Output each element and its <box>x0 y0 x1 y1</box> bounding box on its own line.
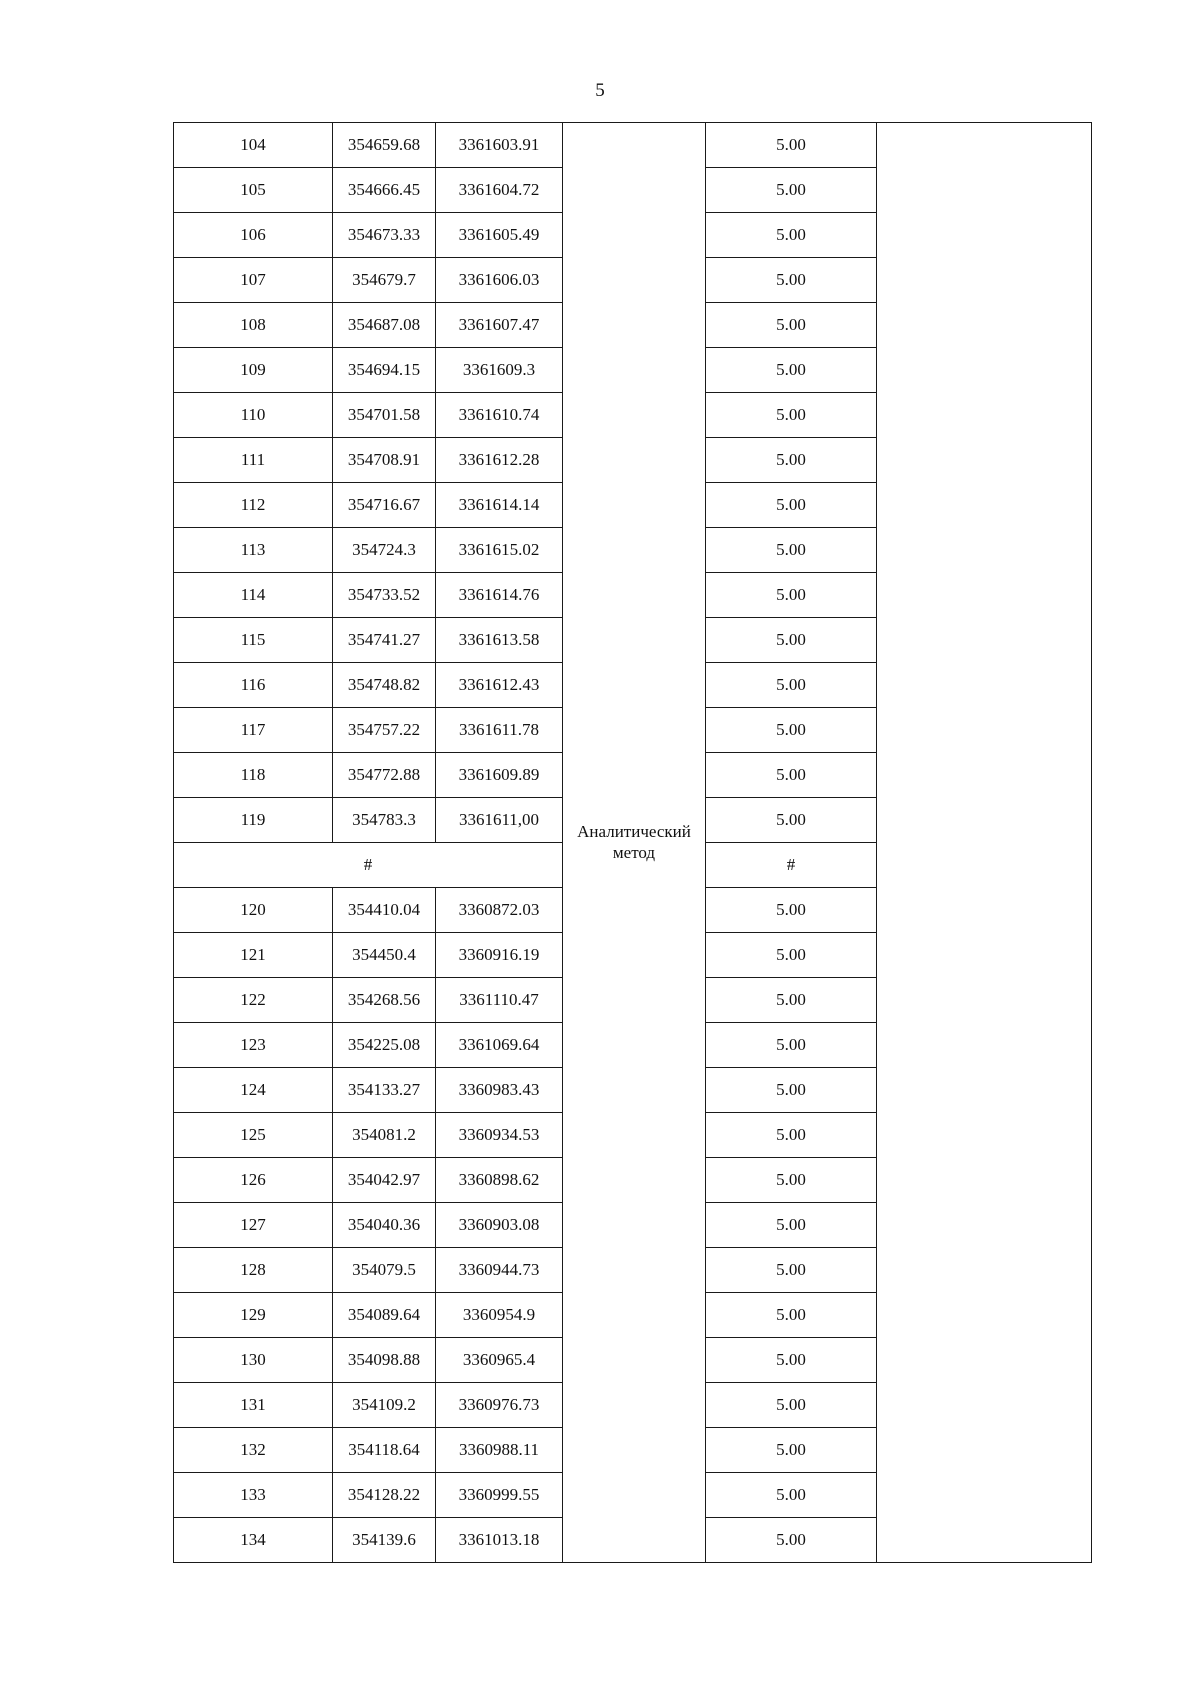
coordinate-x: 354741.27 <box>333 618 436 663</box>
empty-column <box>877 123 1092 1563</box>
accuracy-value: 5.00 <box>706 798 877 843</box>
coordinate-y: 3360934.53 <box>436 1113 563 1158</box>
coordinate-y: 3361604.72 <box>436 168 563 213</box>
coordinate-y: 3361069.64 <box>436 1023 563 1068</box>
point-number: 133 <box>174 1473 333 1518</box>
point-number: 126 <box>174 1158 333 1203</box>
coordinate-y: 3360999.55 <box>436 1473 563 1518</box>
accuracy-value: 5.00 <box>706 1203 877 1248</box>
coordinate-x: 354133.27 <box>333 1068 436 1113</box>
coordinate-x: 354679.7 <box>333 258 436 303</box>
accuracy-value: 5.00 <box>706 213 877 258</box>
point-number: 120 <box>174 888 333 933</box>
coordinate-x: 354772.88 <box>333 753 436 798</box>
coordinates-table-body <box>174 123 1092 1563</box>
accuracy-value: 5.00 <box>706 1068 877 1113</box>
coordinate-y: 3360976.73 <box>436 1383 563 1428</box>
coordinate-x: 354042.97 <box>333 1158 436 1203</box>
coordinate-x: 354783.3 <box>333 798 436 843</box>
point-number: 129 <box>174 1293 333 1338</box>
coordinate-x: 354109.2 <box>333 1383 436 1428</box>
section-break-label: # <box>174 843 563 888</box>
coordinate-y: 3360988.11 <box>436 1428 563 1473</box>
coordinate-y: 3360954.9 <box>436 1293 563 1338</box>
accuracy-value: 5.00 <box>706 123 877 168</box>
point-number: 121 <box>174 933 333 978</box>
accuracy-value: 5.00 <box>706 1428 877 1473</box>
coordinate-y: 3360983.43 <box>436 1068 563 1113</box>
coordinate-y: 3360965.4 <box>436 1338 563 1383</box>
coordinate-x: 354694.15 <box>333 348 436 393</box>
coordinate-x: 354040.36 <box>333 1203 436 1248</box>
coordinate-y: 3361611.78 <box>436 708 563 753</box>
accuracy-value: 5.00 <box>706 393 877 438</box>
point-number: 132 <box>174 1428 333 1473</box>
coordinate-y: 3361614.14 <box>436 483 563 528</box>
point-number: 115 <box>174 618 333 663</box>
coordinate-x: 354118.64 <box>333 1428 436 1473</box>
accuracy-value: 5.00 <box>706 1293 877 1338</box>
accuracy-value: 5.00 <box>706 168 877 213</box>
coordinate-y: 3361013.18 <box>436 1518 563 1563</box>
coordinate-y: 3360898.62 <box>436 1158 563 1203</box>
point-number: 134 <box>174 1518 333 1563</box>
accuracy-value: 5.00 <box>706 618 877 663</box>
point-number: 112 <box>174 483 333 528</box>
accuracy-value: 5.00 <box>706 258 877 303</box>
accuracy-value: 5.00 <box>706 1248 877 1293</box>
coordinate-y: 3361614.76 <box>436 573 563 618</box>
point-number: 113 <box>174 528 333 573</box>
coordinate-x: 354659.68 <box>333 123 436 168</box>
coordinate-y: 3360916.19 <box>436 933 563 978</box>
coordinate-y: 3360872.03 <box>436 888 563 933</box>
section-break-value: # <box>706 843 877 888</box>
coordinate-x: 354724.3 <box>333 528 436 573</box>
coordinate-x: 354450.4 <box>333 933 436 978</box>
point-number: 106 <box>174 213 333 258</box>
accuracy-value: 5.00 <box>706 663 877 708</box>
coordinate-x: 354757.22 <box>333 708 436 753</box>
point-number: 116 <box>174 663 333 708</box>
coordinate-y: 3361110.47 <box>436 978 563 1023</box>
accuracy-value: 5.00 <box>706 888 877 933</box>
coordinate-y: 3361603.91 <box>436 123 563 168</box>
table-row <box>174 123 1092 168</box>
accuracy-value: 5.00 <box>706 1473 877 1518</box>
coordinate-y: 3361612.28 <box>436 438 563 483</box>
point-number: 110 <box>174 393 333 438</box>
coordinate-x: 354708.91 <box>333 438 436 483</box>
coordinates-table <box>173 122 1092 1563</box>
coordinate-x: 354139.6 <box>333 1518 436 1563</box>
coordinate-y: 3360944.73 <box>436 1248 563 1293</box>
coordinate-x: 354687.08 <box>333 303 436 348</box>
accuracy-value: 5.00 <box>706 438 877 483</box>
page-number: 5 <box>595 80 605 101</box>
accuracy-value: 5.00 <box>706 1113 877 1158</box>
point-number: 122 <box>174 978 333 1023</box>
point-number: 104 <box>174 123 333 168</box>
point-number: 119 <box>174 798 333 843</box>
accuracy-value: 5.00 <box>706 303 877 348</box>
coordinate-x: 354225.08 <box>333 1023 436 1068</box>
point-number: 117 <box>174 708 333 753</box>
coordinate-y: 3361607.47 <box>436 303 563 348</box>
accuracy-value: 5.00 <box>706 1023 877 1068</box>
coordinate-x: 354410.04 <box>333 888 436 933</box>
point-number: 109 <box>174 348 333 393</box>
method-cell: Аналитический метод <box>563 123 706 1563</box>
point-number: 125 <box>174 1113 333 1158</box>
point-number: 123 <box>174 1023 333 1068</box>
coordinate-x: 354128.22 <box>333 1473 436 1518</box>
point-number: 130 <box>174 1338 333 1383</box>
coordinate-x: 354748.82 <box>333 663 436 708</box>
accuracy-value: 5.00 <box>706 1383 877 1428</box>
accuracy-value: 5.00 <box>706 1158 877 1203</box>
point-number: 108 <box>174 303 333 348</box>
coordinate-y: 3360903.08 <box>436 1203 563 1248</box>
coordinate-x: 354673.33 <box>333 213 436 258</box>
point-number: 128 <box>174 1248 333 1293</box>
point-number: 107 <box>174 258 333 303</box>
coordinate-x: 354666.45 <box>333 168 436 213</box>
accuracy-value: 5.00 <box>706 483 877 528</box>
coordinate-x: 354268.56 <box>333 978 436 1023</box>
accuracy-value: 5.00 <box>706 708 877 753</box>
coordinate-x: 354701.58 <box>333 393 436 438</box>
coordinate-x: 354081.2 <box>333 1113 436 1158</box>
point-number: 131 <box>174 1383 333 1428</box>
coordinate-y: 3361611,00 <box>436 798 563 843</box>
coordinate-x: 354733.52 <box>333 573 436 618</box>
coordinate-y: 3361613.58 <box>436 618 563 663</box>
coordinate-y: 3361609.3 <box>436 348 563 393</box>
accuracy-value: 5.00 <box>706 978 877 1023</box>
coordinate-x: 354089.64 <box>333 1293 436 1338</box>
point-number: 118 <box>174 753 333 798</box>
accuracy-value: 5.00 <box>706 753 877 798</box>
point-number: 127 <box>174 1203 333 1248</box>
coordinate-y: 3361615.02 <box>436 528 563 573</box>
accuracy-value: 5.00 <box>706 1518 877 1563</box>
coordinate-x: 354716.67 <box>333 483 436 528</box>
coordinate-x: 354079.5 <box>333 1248 436 1293</box>
accuracy-value: 5.00 <box>706 528 877 573</box>
coordinate-y: 3361606.03 <box>436 258 563 303</box>
point-number: 105 <box>174 168 333 213</box>
accuracy-value: 5.00 <box>706 933 877 978</box>
accuracy-value: 5.00 <box>706 1338 877 1383</box>
accuracy-value: 5.00 <box>706 573 877 618</box>
coordinate-x: 354098.88 <box>333 1338 436 1383</box>
point-number: 124 <box>174 1068 333 1113</box>
coordinate-y: 3361605.49 <box>436 213 563 258</box>
point-number: 114 <box>174 573 333 618</box>
coordinate-y: 3361612.43 <box>436 663 563 708</box>
coordinate-y: 3361610.74 <box>436 393 563 438</box>
accuracy-value: 5.00 <box>706 348 877 393</box>
point-number: 111 <box>174 438 333 483</box>
coordinate-y: 3361609.89 <box>436 753 563 798</box>
